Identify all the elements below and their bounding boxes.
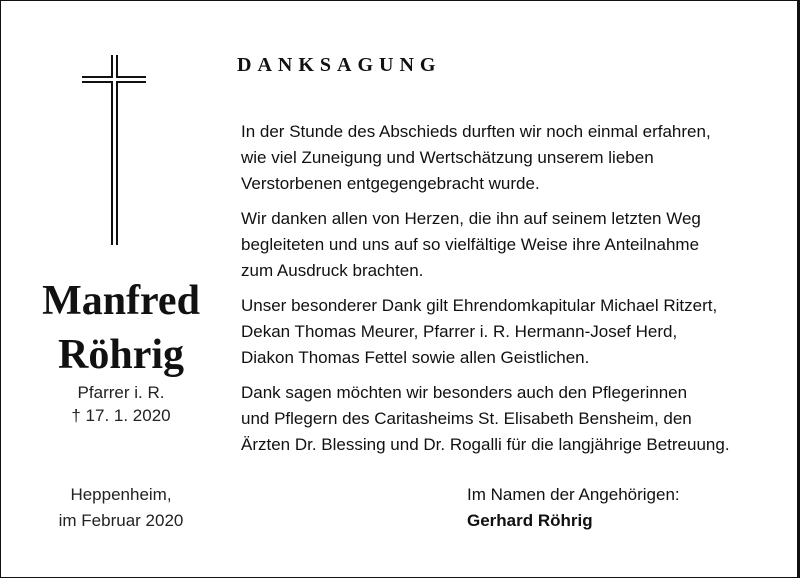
paragraph	[241, 206, 781, 284]
paragraph-line: Ärzten Dr. Blessing und Dr. Rogalli für die langjährige Betreuung.	[241, 435, 730, 454]
place-date	[21, 482, 221, 534]
paragraph-line: und Pflegern des Caritasheims St. Elisabeth Bensheim, den	[241, 409, 692, 428]
death-date: † 17. 1. 2020	[71, 406, 171, 425]
paragraph-line: Dank sagen möchten wir besonders auch den Pflegerinnen	[241, 383, 688, 402]
deceased-first-name: Manfred	[42, 278, 200, 324]
paragraph-line: begleiteten und uns auf so vielfältige Weise ihre Anteilnahme	[241, 235, 700, 254]
signer-name: Gerhard Röhrig	[467, 511, 593, 530]
paragraph	[241, 119, 781, 197]
paragraph-line: Unser besonderer Dank gilt Ehrendomkapitular Michael Ritzert,	[241, 296, 718, 315]
paragraph-line: Diakon Thomas Fettel sowie allen Geistlichen.	[241, 348, 590, 367]
paragraph-line: Dekan Thomas Meurer, Pfarrer i. R. Hermann-Josef Herd,	[241, 322, 678, 341]
signoff-intro: Im Namen der Angehörigen:	[467, 485, 680, 504]
paragraph-line: wie viel Zuneigung und Wertschätzung unserem lieben	[241, 148, 654, 167]
page-title: DANKSAGUNG	[237, 54, 442, 76]
cross-icon	[82, 55, 146, 245]
deceased-role: Pfarrer i. R.	[77, 383, 165, 402]
place-line: Heppenheim,	[70, 485, 172, 504]
paragraph-line: Verstorbenen entgegengebracht wurde.	[241, 174, 540, 193]
paragraph	[241, 293, 781, 371]
paragraph-line: In der Stunde des Abschieds durften wir noch einmal erfahren,	[241, 122, 711, 141]
paragraph-line: Wir danken allen von Herzen, die ihn auf seinem letzten Weg	[241, 209, 701, 228]
date-line: im Februar 2020	[58, 511, 184, 530]
paragraph	[241, 380, 781, 458]
signoff	[467, 482, 680, 534]
paragraph-line: zum Ausdruck brachten.	[241, 261, 424, 280]
deceased-last-name: Röhrig	[58, 332, 184, 378]
